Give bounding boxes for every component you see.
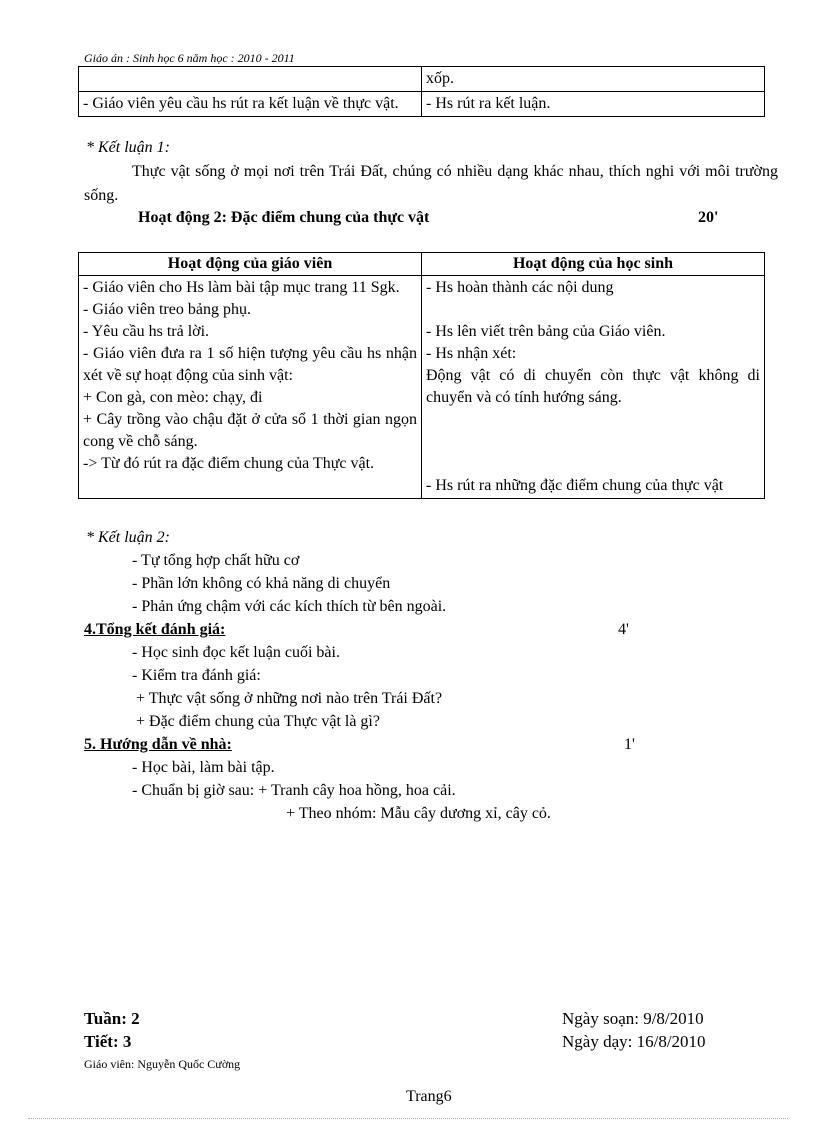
page-bottom-rule	[28, 1118, 788, 1119]
list-item: - Hs lên viết trên bảng của Giáo viên.	[426, 323, 666, 340]
list-item: - Giáo viên treo bảng phụ.	[83, 301, 251, 318]
table-cell: - Hs rút ra kết luận.	[422, 92, 765, 117]
list-item: Động vật có di chuyển còn thực vật không di chuyển và có tính hướng sáng.	[426, 367, 760, 406]
activity-table	[78, 252, 765, 499]
table-cell	[79, 67, 422, 92]
page-header: Giáo án : Sinh học 6 năm học : 2010 - 2011	[84, 51, 295, 65]
list-item: - Hs rút ra những đặc điểm chung của thực vật	[426, 477, 724, 494]
section-5-time: 1'	[624, 736, 635, 753]
list-item: - Học sinh đọc kết luận cuối bài.	[132, 644, 340, 661]
table-header-row	[79, 253, 765, 276]
column-header-student: Hoạt động của học sinh	[422, 253, 765, 276]
week-label: Tuần: 2	[84, 1009, 140, 1028]
activity-2-time: 20'	[698, 209, 719, 226]
list-item: - Chuẩn bị giờ sau: + Tranh cây hoa hồng, hoa cải.	[132, 782, 456, 799]
list-item: + Thực vật sống ở những nơi nào trên Trái Đất?	[136, 690, 443, 707]
list-item: - Tự tổng hợp chất hữu cơ	[132, 552, 300, 569]
teacher-activities	[79, 276, 422, 499]
activity-2-title: Hoạt động 2: Đặc điểm chung của thực vật	[138, 209, 430, 226]
list-item: -> Từ đó rút ra đặc điểm chung của Thực vật.	[83, 455, 375, 472]
column-header-teacher: Hoạt động của giáo viên	[79, 253, 422, 276]
table-row	[79, 92, 765, 117]
continuation-table	[78, 66, 765, 117]
list-item: + Con gà, con mèo: chạy, đi	[83, 389, 263, 406]
section-4-time: 4'	[618, 621, 629, 638]
list-item: - Hs hoàn thành các nội dung	[426, 279, 614, 296]
table-row	[79, 276, 765, 499]
page-number: Trang6	[406, 1088, 452, 1105]
table-cell: - Giáo viên yêu cầu hs rút ra kết luận về thực vật.	[79, 92, 422, 117]
list-item: - Kiểm tra đánh giá:	[132, 667, 261, 684]
list-item: - Hs nhận xét:	[426, 345, 517, 362]
conclusion-1-heading: * Kết luận 1:	[86, 139, 170, 156]
conclusion-2-heading: * Kết luận 2:	[86, 529, 170, 546]
teacher-name: Giáo viên: Nguyễn Quốc Cường	[84, 1057, 241, 1071]
list-item: - Giáo viên đưa ra 1 số hiện tượng yêu cầu hs nhận xét về sự hoạt động của sinh vật:	[83, 345, 417, 384]
list-item: - Phần lớn không có khả năng di chuyển	[132, 575, 391, 592]
list-item: + Theo nhóm: Mẫu cây dương xỉ, cây cỏ.	[286, 805, 551, 822]
conclusion-1-text: Thực vật sống ở mọi nơi trên Trái Đất, chúng có nhiều dạng khác nhau, thích nghi với môi trường sống.	[84, 163, 778, 204]
section-5-title: 5. Hướng dẫn về nhà:	[84, 736, 232, 753]
list-item: - Yêu cầu hs trả lời.	[83, 323, 210, 340]
list-item: + Đặc điểm chung của Thực vật là gì?	[136, 713, 380, 730]
date-taught: Ngày dạy: 16/8/2010	[562, 1032, 706, 1051]
list-item: - Phản ứng chậm với các kích thích từ bên ngoài.	[132, 598, 447, 615]
table-row	[79, 67, 765, 92]
student-activities	[422, 276, 765, 499]
list-item: - Giáo viên cho Hs làm bài tập mục trang 11 Sgk.	[83, 279, 400, 296]
table-cell: xốp.	[422, 67, 765, 92]
section-4-title: 4.Tổng kết đánh giá:	[84, 621, 226, 638]
lesson-label: Tiết: 3	[84, 1032, 132, 1051]
date-prepared: Ngày soạn: 9/8/2010	[562, 1009, 704, 1028]
list-item: + Cây trồng vào chậu đặt ở cửa sổ 1 thời gian ngọn cong về chỗ sáng.	[83, 411, 417, 450]
list-item: - Học bài, làm bài tập.	[132, 759, 275, 776]
